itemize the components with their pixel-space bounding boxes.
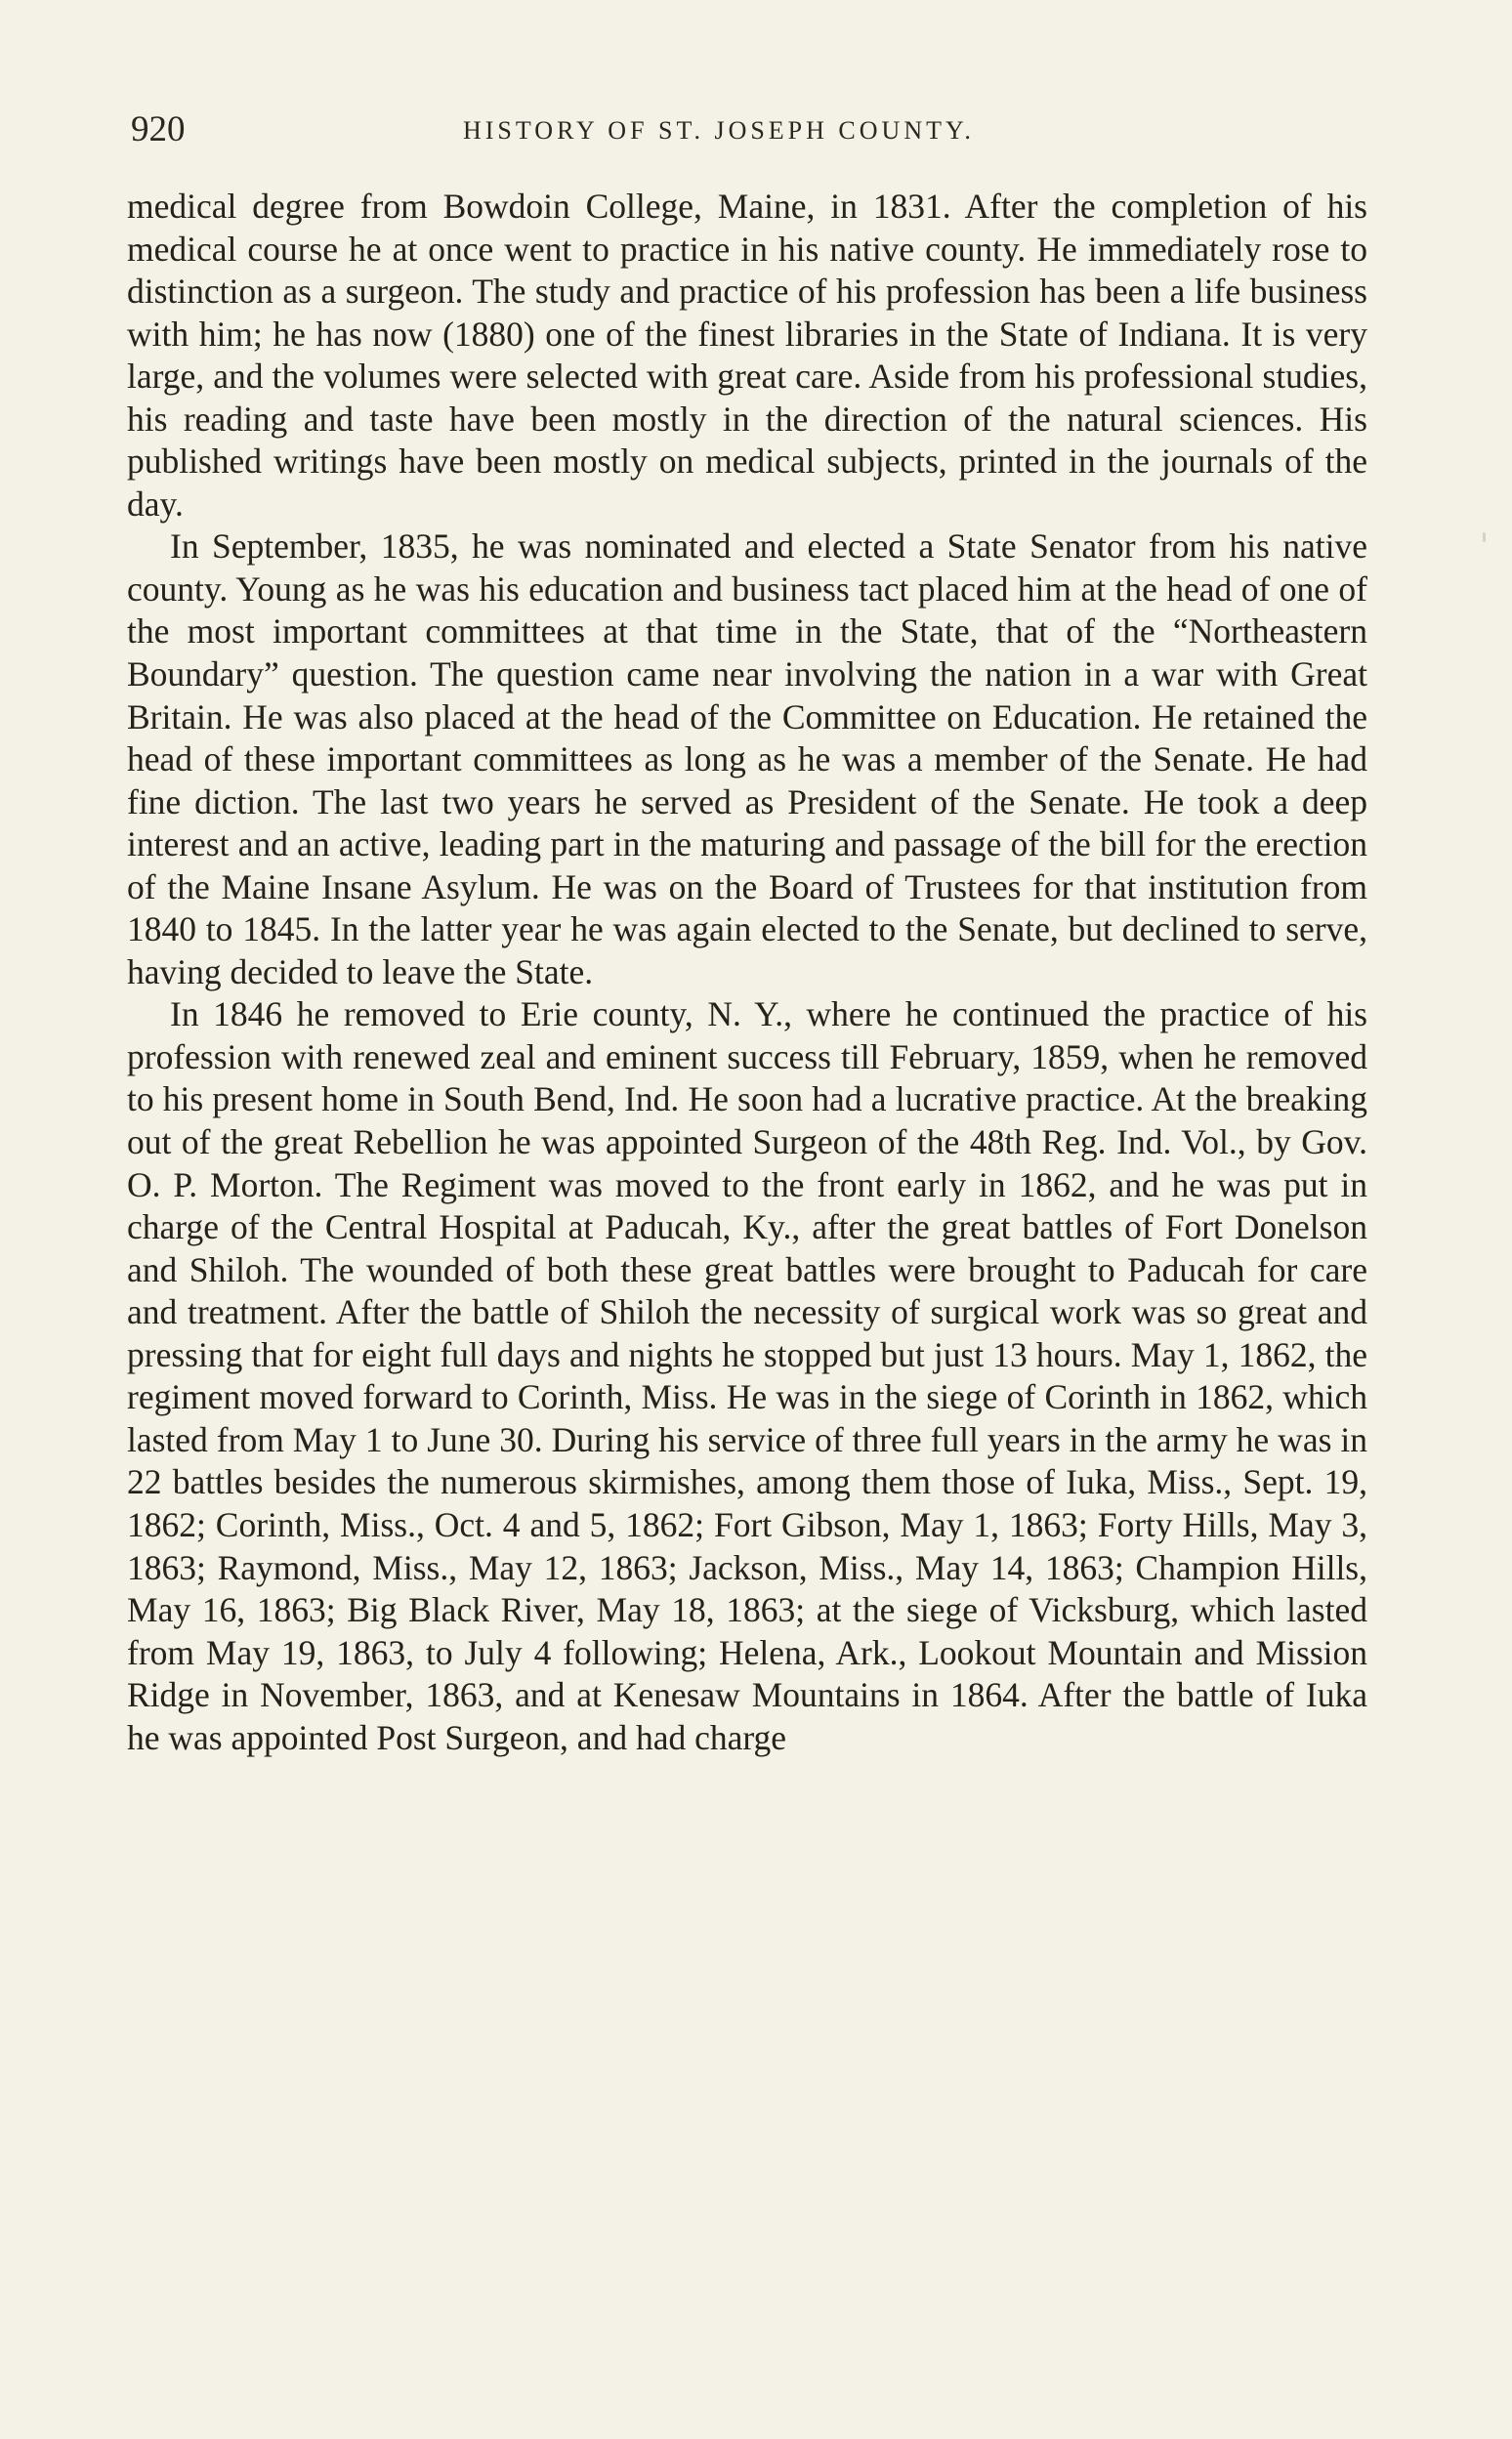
paper-speck	[1483, 532, 1486, 542]
paragraph: In 1846 he removed to Erie county, N. Y., where he continued the practice of his profession with renewed zeal and eminent success till February, 1859, when he removed to his present home in South Bend, Ind. He soon had a lucrative practice. At the breaking out of the great Rebellion he was appointed Surgeon of the 48th Reg. Ind. Vol., by Gov. O. P. Morton. The Regiment was moved to the front early in 1862, and he was put in charge of the Central Hospital at Paducah, Ky., after the great battles of Fort Donelson and Shiloh. The wounded of both these great battles were brought to Paducah for care and treatment. After the battle of Shiloh the necessity of surgical work was so great and pressing that for eight full days and nights he stopped but just 13 hours. May 1, 1862, the regiment moved forward to Corinth, Miss. He was in the siege of Corinth in 1862, which lasted from May 1 to June 30. During his service of three full years in the army he was in 22 battles besides the numerous skirmishes, among them those of Iuka, Miss., Sept. 19, 1862; Corinth, Miss., Oct. 4 and 5, 1862; Fort Gibson, May 1, 1863; Forty Hills, May 3, 1863; Raymond, Miss., May 12, 1863; Jackson, Miss., May 14, 1863; Champion Hills, May 16, 1863; Big Black River, May 18, 1863; at the siege of Vicksburg, which lasted from May 19, 1863, to July 4 following; Helena, Ark., Lookout Mountain and Mission Ridge in November, 1863, and at Kenesaw Mountains in 1864. After the battle of Iuka he was appointed Post Surgeon, and had charge	[127, 994, 1367, 1757]
paragraph: In September, 1835, he was nominated and elected a State Senator from his native county. Young as he was his education and business tact placed him at the head of one of the most important committees at that time in the State, that of the “Northeastern Boundary” question. The question came near involving the nation in a war with Great Britain. He was also placed at the head of the Committee on Education. He retained the head of these important committees as long as he was a member of the Senate. He had fine diction. The last two years he served as President of the Senate. He took a deep interest and an active, leading part in the maturing and passage of the bill for the erection of the Maine Insane Asylum. He was on the Board of Trustees for that institution from 1840 to 1845. In the latter year he was again elected to the Senate, but declined to serve, having decided to leave the State.	[127, 526, 1367, 991]
body-text	[127, 186, 1367, 1759]
paragraph: medical degree from Bowdoin College, Maine, in 1831. After the completion of his medical course he at once went to practice in his native county. He immediately rose to distinction as a surgeon. The study and practice of his profession has been a life business with him; he has now (1880) one of the finest libraries in the State of Indiana. It is very large, and the volumes were selected with great care. Aside from his professional studies, his reading and taste have been mostly in the direction of the natural sciences. His published writings have been mostly on medical subjects, printed in the journals of the day.	[127, 187, 1367, 524]
running-head: HISTORY OF ST. JOSEPH COUNTY.	[463, 116, 975, 145]
page-header	[131, 105, 1371, 154]
page-number: 920	[131, 109, 186, 149]
